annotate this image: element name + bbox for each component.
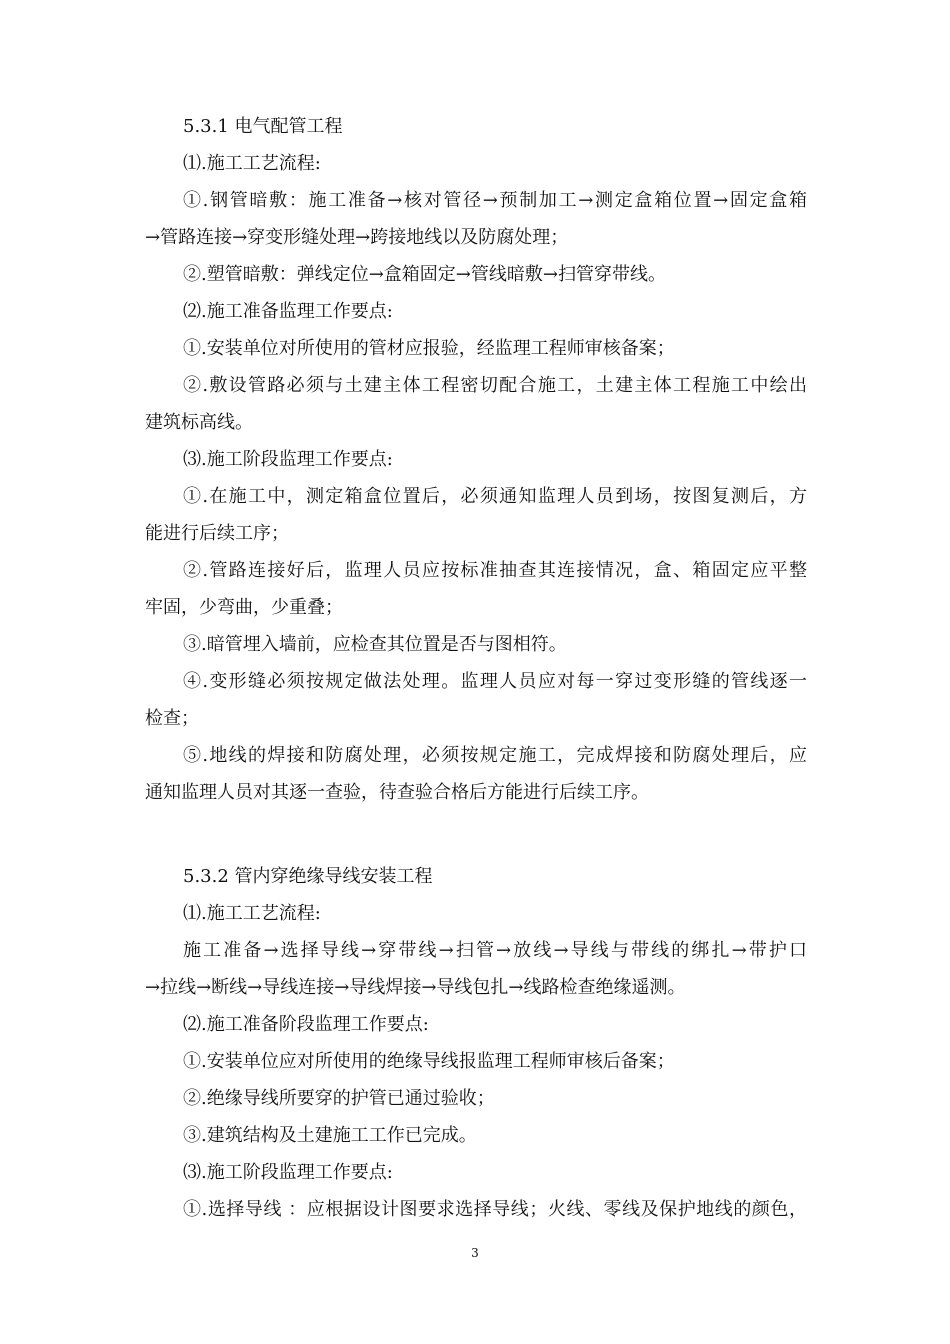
- section-gap: [145, 811, 807, 858]
- paragraph-line: 牢固，少弯曲，少重叠；: [145, 597, 343, 618]
- paragraph-line: ②.敷设管路必须与土建主体工程密切配合施工，土建主体工程施工中绘出: [183, 375, 807, 396]
- subheading-preparation: ⑵.施工准备监理工作要点:: [183, 301, 393, 322]
- paragraph-line: 检查；: [145, 708, 199, 729]
- document-body: [145, 108, 807, 1228]
- paragraph-line: →拉线→断线→导线连接→导线焊接→导线包扎→线路检查绝缘遥测。: [145, 977, 686, 998]
- paragraph-line: ②.管路连接好后，监理人员应按标准抽查其连接情况，盒、箱固定应平整: [183, 560, 807, 581]
- paragraph-line: ①.安装单位对所使用的管材应报验，经监理工程师审核备案；: [183, 338, 675, 359]
- paragraph-line: 建筑标高线。: [145, 412, 253, 433]
- paragraph-line: →管路连接→穿变形缝处理→跨接地线以及防腐处理；: [145, 227, 569, 248]
- subheading-construction: ⑶.施工阶段监理工作要点:: [183, 1162, 393, 1183]
- subheading-process: ⑴.施工工艺流程:: [183, 153, 321, 174]
- paragraph-line: ①.钢管暗敷：施工准备→核对管径→预制加工→测定盒箱位置→固定盒箱: [183, 190, 807, 211]
- paragraph-line: ②.绝缘导线所要穿的护管已通过验收；: [183, 1088, 495, 1109]
- paragraph-line: ①.安装单位应对所使用的绝缘导线报监理工程师审核后备案；: [183, 1051, 675, 1072]
- paragraph-line: 通知监理人员对其逐一查验，待查验合格后方能进行后续工序。: [145, 782, 649, 803]
- paragraph-line: ②.塑管暗敷：弹线定位→盒箱固定→管线暗敷→扫管穿带线。: [183, 264, 666, 285]
- paragraph-line: ①.选择导线 ：应根据设计图要求选择导线；火线、零线及保护地线的颜色，: [183, 1199, 807, 1220]
- page-number: 3: [471, 1246, 479, 1260]
- paragraph-line: ③.暗管埋入墙前，应检查其位置是否与图相符。: [183, 634, 567, 655]
- paragraph-line: 能进行后续工序；: [145, 523, 289, 544]
- subheading-process: ⑴.施工工艺流程:: [183, 903, 321, 924]
- subheading-preparation: ⑵.施工准备阶段监理工作要点:: [183, 1014, 429, 1035]
- subheading-construction: ⑶.施工阶段监理工作要点:: [183, 449, 393, 470]
- paragraph-line: ③.建筑结构及土建施工工作已完成。: [183, 1125, 477, 1146]
- paragraph-line: 施工准备→选择导线→穿带线→扫管→放线→导线与带线的绑扎→带护口: [183, 940, 807, 961]
- section-heading-5-3-2: 5.3.2 管内穿绝缘导线安装工程: [183, 866, 433, 887]
- section-heading-5-3-1: 5.3.1 电气配管工程: [183, 116, 343, 137]
- paragraph-line: ①.在施工中，测定箱盒位置后，必须通知监理人员到场，按图复测后，方: [183, 486, 807, 507]
- paragraph-line: ⑤.地线的焊接和防腐处理，必须按规定施工，完成焊接和防腐处理后，应: [183, 745, 807, 766]
- paragraph-line: ④.变形缝必须按规定做法处理。监理人员应对每一穿过变形缝的管线逐一: [183, 671, 807, 692]
